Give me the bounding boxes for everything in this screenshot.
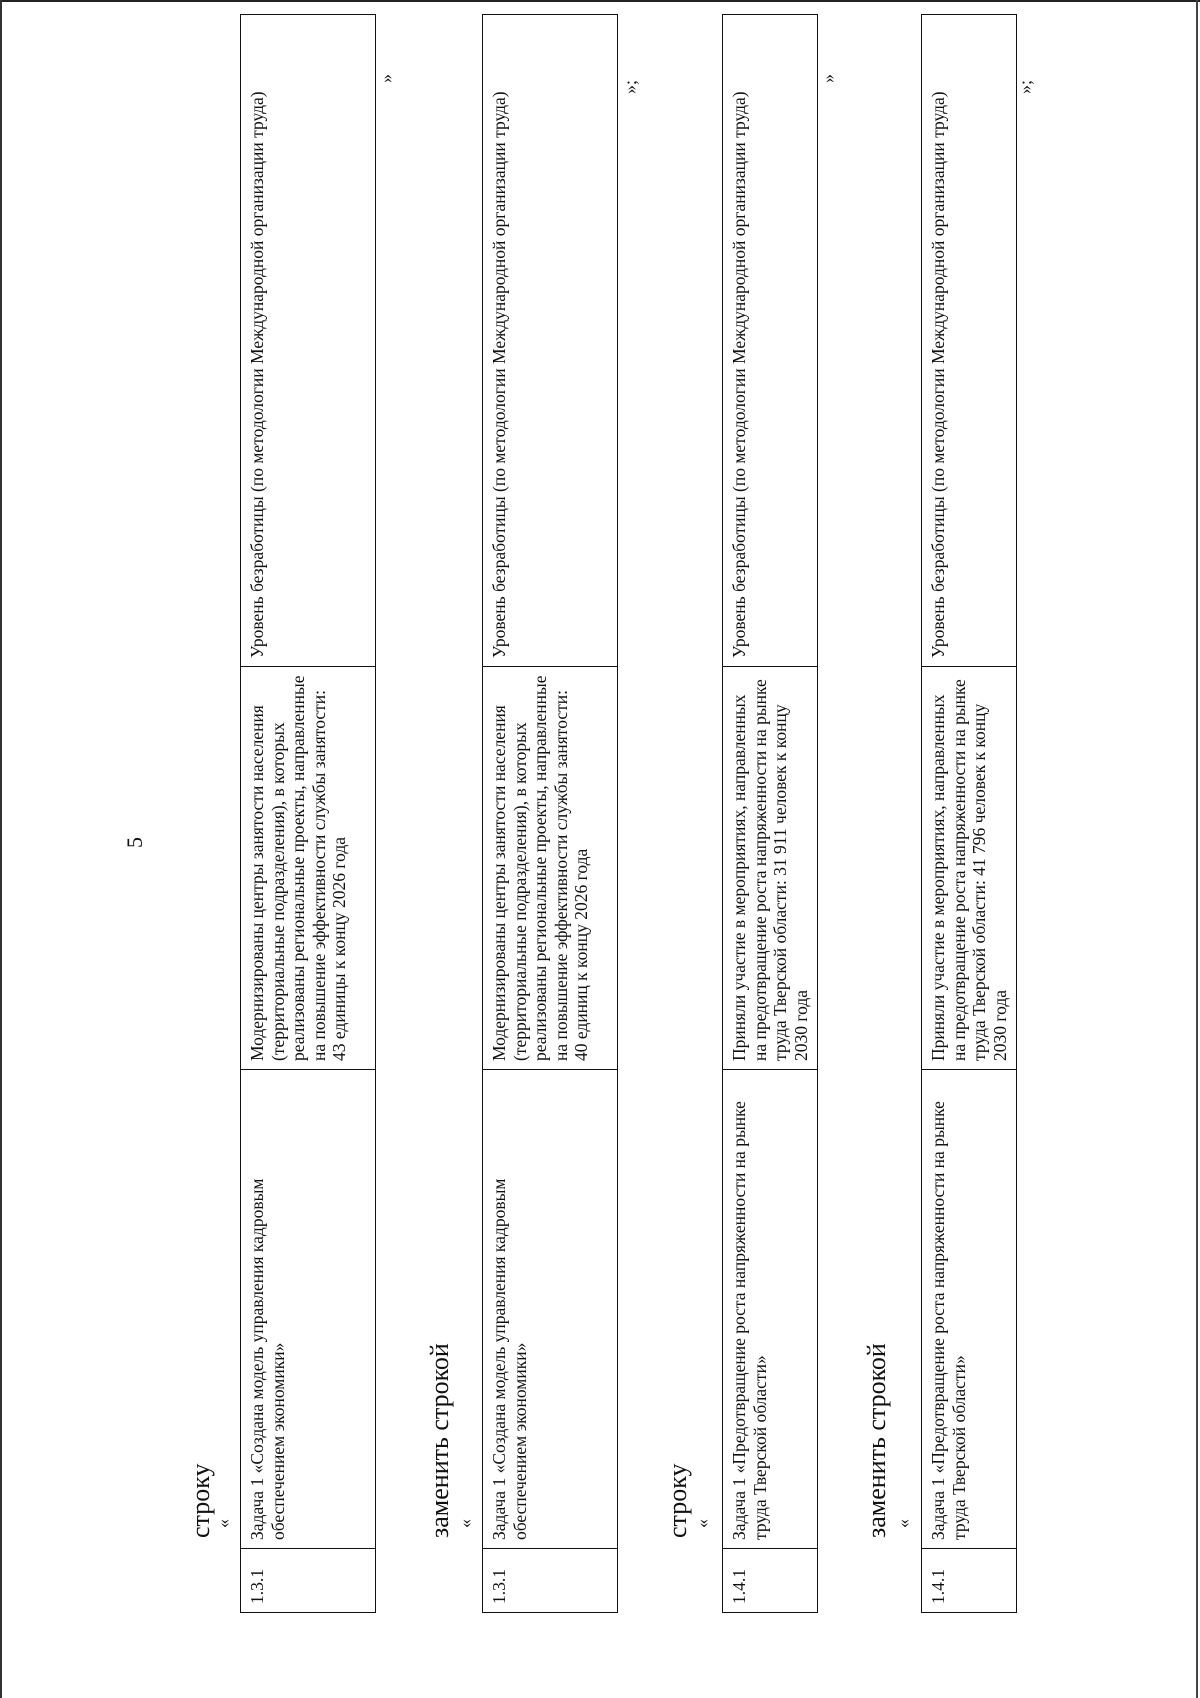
open-quote-4: « bbox=[893, 1519, 913, 1528]
table-row bbox=[723, 15, 818, 1613]
cell-task: Задача 1 «Предотвращение роста напряженности на рынке труда Тверской области» bbox=[723, 1070, 818, 1549]
caption-2: заменить строкой bbox=[425, 1343, 454, 1538]
cell-task: Задача 1 «Предотвращение роста напряженности на рынке труда Тверской области» bbox=[922, 1070, 1017, 1549]
cell-result: Модернизированы центры занятости населения (территориальные подразделения), в которых реализованы региональные проекты, направленные на повышение эффективности службы занятости: 40 единиц к концу 2026 года bbox=[483, 667, 618, 1070]
caption-4: заменить строкой bbox=[862, 1343, 891, 1538]
table-block-1 bbox=[240, 14, 376, 1613]
table-row bbox=[922, 15, 1017, 1613]
caption-1: строку bbox=[186, 1463, 215, 1538]
open-quote-3: « bbox=[692, 1519, 712, 1528]
table-block-3 bbox=[722, 14, 818, 1613]
open-quote-2: « bbox=[455, 1519, 475, 1528]
cell-indicator: Уровень безработицы (по методологии Международной организации труда) bbox=[241, 15, 376, 667]
cell-task: Задача 1 «Создана модель управления кадровым обеспечением экономики» bbox=[483, 1070, 618, 1549]
cell-num: 1.4.1 bbox=[723, 1549, 818, 1613]
cell-indicator: Уровень безработицы (по методологии Международной организации труда) bbox=[723, 15, 818, 667]
cell-task: Задача 1 «Создана модель управления кадровым обеспечением экономики» bbox=[241, 1070, 376, 1549]
table-row bbox=[483, 15, 618, 1613]
table-row bbox=[241, 15, 376, 1613]
table-block-2 bbox=[482, 14, 618, 1613]
cell-num: 1.3.1 bbox=[241, 1549, 376, 1613]
cell-result: Приняли участие в мероприятиях, направленных на предотвращение роста напряженности на рынке труда Тверской области: 31 911 человек к концу 2030 года bbox=[723, 667, 818, 1070]
cell-indicator: Уровень безработицы (по методологии Международной организации труда) bbox=[483, 15, 618, 667]
cell-result: Модернизированы центры занятости населения (территориальные подразделения), в которых реализованы региональные проекты, направленные на повышение эффективности службы занятости: 43 единицы к концу 2026 года bbox=[241, 667, 376, 1070]
close-quote-4: »; bbox=[1015, 79, 1035, 94]
close-quote-1: » bbox=[376, 74, 396, 83]
table-block-4 bbox=[921, 14, 1017, 1613]
close-quote-2: »; bbox=[620, 79, 640, 94]
cell-indicator: Уровень безработицы (по методологии Международной организации труда) bbox=[922, 15, 1017, 667]
cell-result: Приняли участие в мероприятиях, направленных на предотвращение роста напряженности на рынке труда Тверской области: 41 796 человек к концу 2030 года bbox=[922, 667, 1017, 1070]
cell-num: 1.4.1 bbox=[922, 1549, 1017, 1613]
close-quote-3: » bbox=[818, 74, 838, 83]
page-number: 5 bbox=[122, 837, 147, 848]
open-quote-1: « bbox=[213, 1519, 233, 1528]
caption-3: строку bbox=[663, 1463, 692, 1538]
cell-num: 1.3.1 bbox=[483, 1549, 618, 1613]
